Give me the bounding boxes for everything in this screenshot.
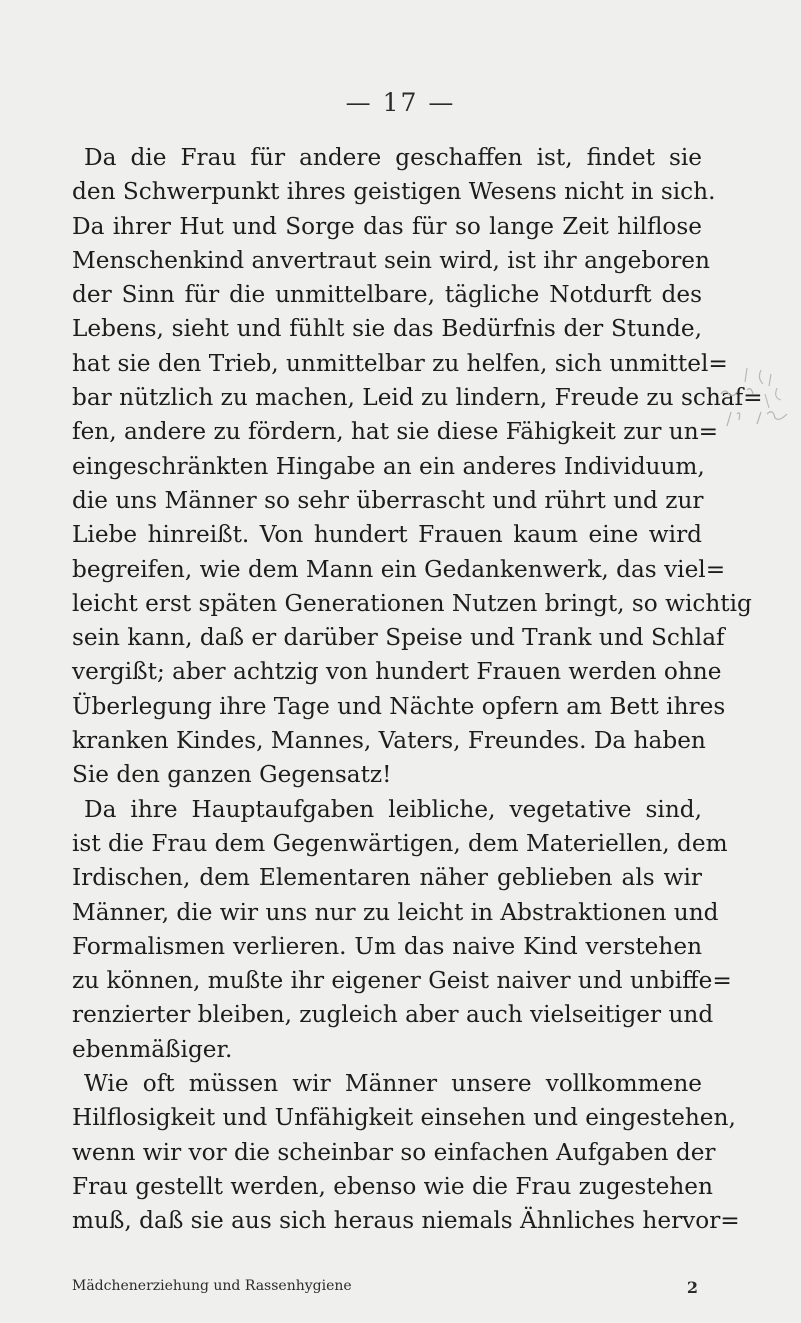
text-line: Hilflosigkeit und Unfähigkeit einsehen und eingestehen, [72,1104,736,1132]
running-title: Mädchenerziehung und Rassenhygiene [72,1278,352,1294]
text-line: Lebens, sieht und fühlt sie das Bedürfnis der Stunde, [72,315,702,343]
text-line: der Sinn für die unmittelbare, tägliche Notdurft des [72,281,702,309]
text-line: Männer, die wir uns nur zu leicht in Abstraktionen und [72,898,719,926]
text-line: renzierter bleiben, zugleich aber auch vielseitiger und [72,1001,714,1029]
text-line: Formalismen verlieren. Um das naive Kind verstehen [72,932,702,960]
text-line: eingeschränkten Hingabe an ein anderes Individuum, [72,452,705,480]
text-line: vergißt; aber achtzig von hundert Frauen werden ohne [72,658,722,686]
text-line: kranken Kindes, Mannes, Vaters, Freundes. Da haben [72,727,706,755]
text-line: leicht erst späten Generationen Nutzen bringt, so wichtig [72,589,752,617]
text-line: begreifen, wie dem Mann ein Gedankenwerk, das viel= [72,555,726,583]
text-line: den Schwerpunkt ihres geistigen Wesens nicht in sich. [72,178,716,206]
text-line: die uns Männer so sehr überrascht und rührt und zur [72,486,704,514]
signature-mark: 2 [686,1278,698,1297]
text-line: ist die Frau dem Gegenwärtigen, dem Materiellen, dem [72,829,728,857]
text-line: Wie oft müssen wir Männer unsere vollkommene [84,1070,702,1098]
text-line: ebenmäßiger. [72,1035,233,1063]
text-line: Liebe hinreißt. Von hundert Frauen kaum eine wird [72,521,702,549]
text-line: wenn wir vor die scheinbar so einfachen Aufgaben der [72,1138,716,1166]
text-line: bar nützlich zu machen, Leid zu lindern, Freude zu schaf= [72,384,763,412]
text-line: hat sie den Trieb, unmittelbar zu helfen, sich unmittel= [72,349,728,377]
text-line: Irdischen, dem Elementaren näher geblieben als wir [72,864,702,892]
page-number: — 17 — [345,88,456,117]
text-line: fen, andere zu fördern, hat sie diese Fähigkeit zur un= [72,418,719,446]
text-line: Menschenkind anvertraut sein wird, ist ihr angeboren [72,246,710,274]
text-line: Sie den ganzen Gegensatz! [72,761,392,789]
page-footer [72,1278,698,1297]
text-line: Frau gestellt werden, ebenso wie die Frau zugestehen [72,1172,713,1200]
text-line: Da ihrer Hut und Sorge das für so lange Zeit hilflose [72,212,702,240]
text-line: sein kann, daß er darüber Speise und Trank und Schlaf [72,624,725,652]
text-line: muß, daß sie aus sich heraus niemals Ähnliches hervor= [72,1207,740,1235]
text-line: Überlegung ihre Tage und Nächte opfern am Bett ihres [72,692,726,720]
text-line: Da die Frau für andere geschaffen ist, findet sie [84,144,702,171]
body-text [72,141,763,1239]
margin-pencil-scribble [717,364,799,444]
text-line: Da ihre Hauptaufgaben leibliche, vegetative sind, [84,795,702,823]
text-line: zu können, mußte ihr eigener Geist naiver und unbiffe= [72,967,732,995]
